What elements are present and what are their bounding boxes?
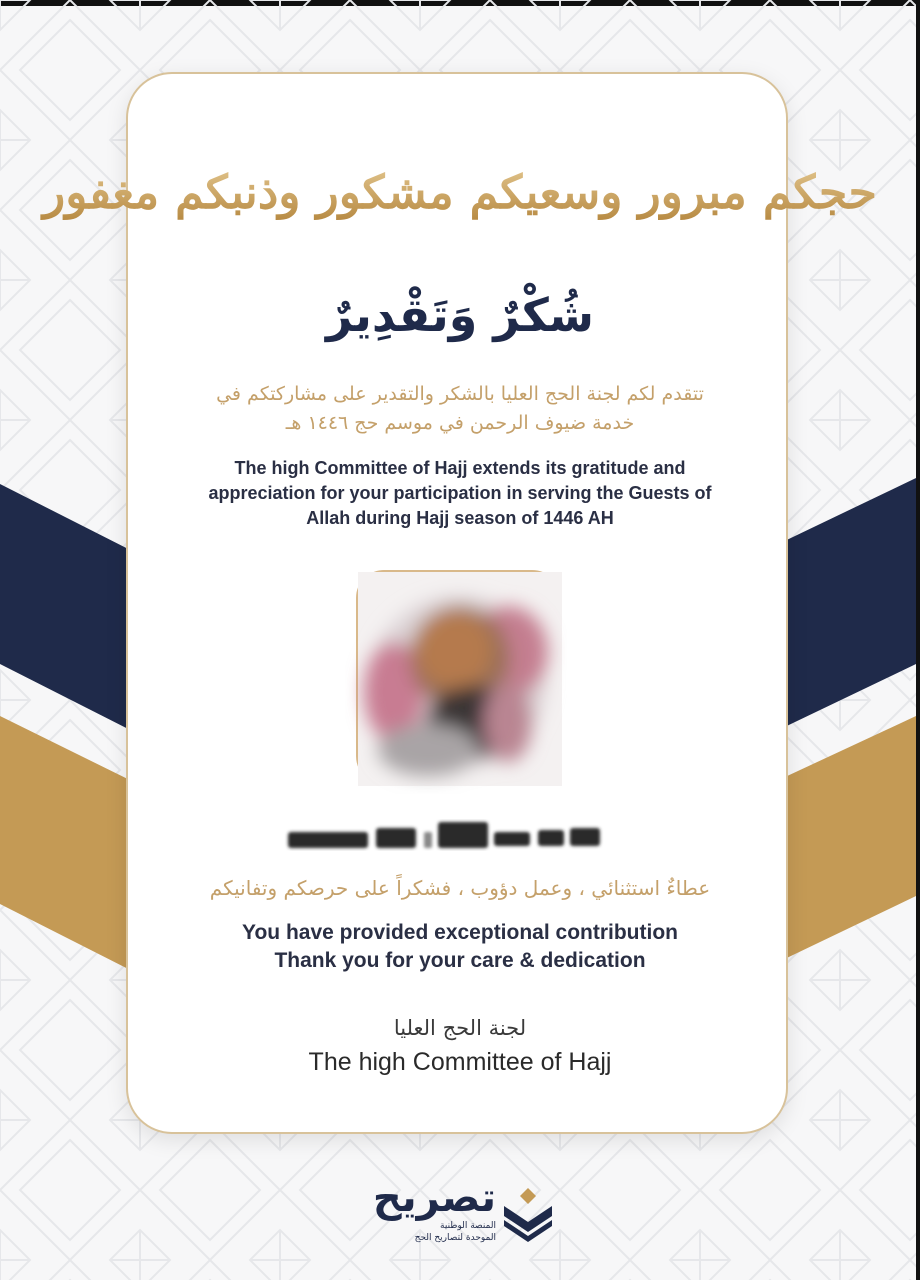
right-border [916, 0, 920, 1280]
calligraphy-header [43, 120, 877, 250]
signature-english: The high Committee of Hajj [308, 1048, 612, 1076]
message-arabic-line1: تتقدم لكم لجنة الحج العليا بالشكر والتقدير على مشاركتكم في [216, 383, 704, 405]
blurred-portrait-image [358, 572, 562, 786]
calligraphy-text: حجكم مبرور وسعيكم مشكور وذنبكم مغفور [43, 165, 877, 219]
tasreeh-logo-icon [500, 1186, 556, 1242]
logo-name: تصريح [372, 1175, 496, 1221]
logo-subtitle [370, 1220, 496, 1244]
logo-subtitle-line2: الموحدة لتصاريح الحج [414, 1233, 496, 1243]
message-arabic-line2: خدمة ضيوف الرحمن في موسم حج ١٤٤٦ هـ [285, 412, 635, 434]
logo-subtitle-line1: المنصة الوطنية [440, 1221, 496, 1231]
recipient-photo [356, 570, 560, 784]
praise-english-line1: You have provided exceptional contribution [242, 921, 678, 944]
message-english-line1: The high Committee of Hajj extends its gratitude and [234, 458, 686, 478]
signature-arabic: لجنة الحج العليا [393, 1016, 527, 1040]
title-arabic: شُكْرٌ وَتَقْدِيرٌ [325, 288, 595, 342]
message-english-line3: Allah during Hajj season of 1446 AH [306, 508, 614, 528]
praise-english-line2: Thank you for your care & dedication [274, 949, 646, 972]
praise-arabic: عطاءٌ استثنائي ، وعمل دؤوب ، فشكراً على حرصكم وتفانيكم [209, 876, 711, 900]
recipient-name-redacted [288, 818, 608, 858]
message-english-line2: appreciation for your participation in serving the Guests of [208, 483, 712, 503]
